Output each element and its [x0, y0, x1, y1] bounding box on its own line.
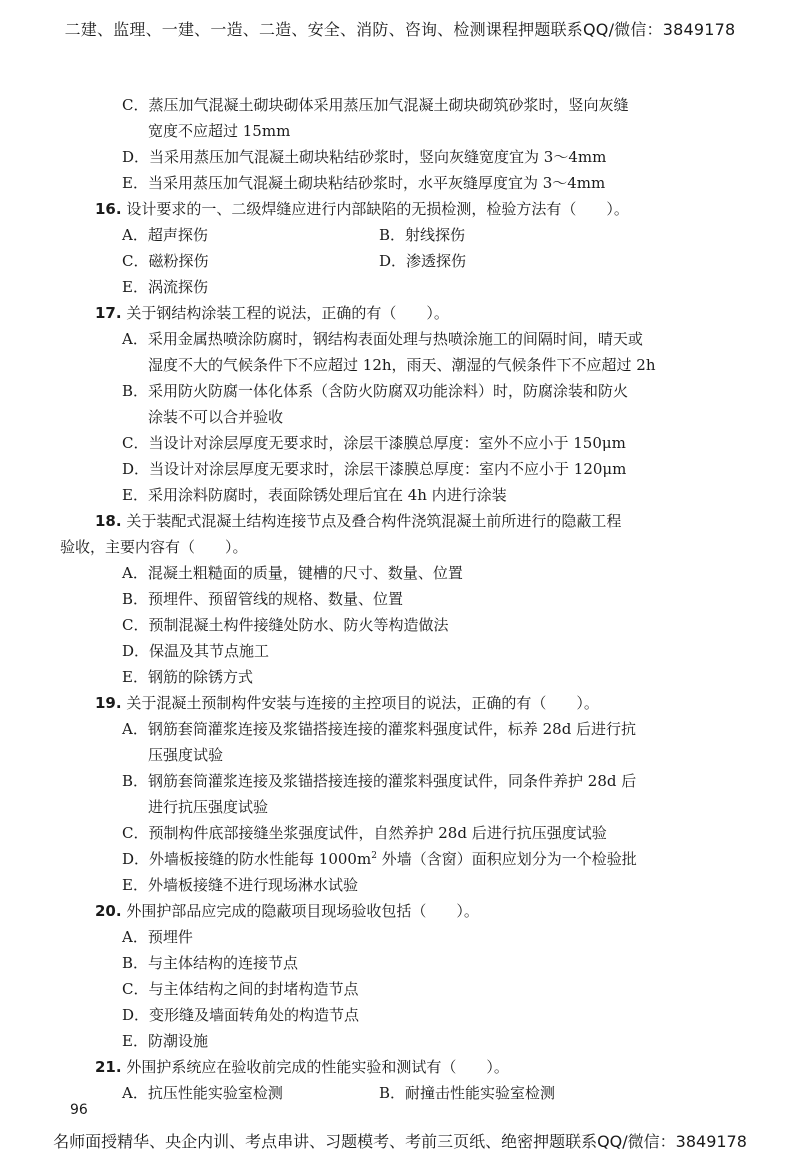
q19-option-d [0, 846, 800, 872]
question-16-stem: 设计要求的一、二级焊缝应进行内部缺陷的无损检测，检验方法有（ ）。 [126, 200, 629, 218]
question-20 [0, 898, 800, 924]
q16-option-c: C．磁粉探伤 [122, 252, 209, 270]
question-20-number: 20. [95, 902, 122, 920]
question-17-stem: 关于钢结构涂装工程的说法，正确的有（ ）。 [126, 304, 449, 322]
q19-option-d-text-start: D．外墙板接缝的防水性能每 1000m [122, 850, 372, 868]
q16-option-b: B．射线探伤 [379, 226, 466, 244]
question-18 [0, 508, 800, 534]
q17-option-a-line2: 湿度不大的气候条件下不应超过 12h，雨天、潮湿的气候条件下不应超过 2h [148, 356, 656, 374]
q16-option-d: D．渗透探伤 [379, 252, 467, 270]
question-18-number: 18. [95, 512, 122, 530]
page-number: 96 [70, 1102, 88, 1118]
q20-option-d: D．变形缝及墙面转角处的构造节点 [122, 1006, 360, 1024]
question-20-stem: 外围护部品应完成的隐蔽项目现场验收包括（ ）。 [126, 902, 479, 920]
q21-option-a: A．抗压性能实验室检测 [122, 1084, 283, 1102]
q19-option-a-line1: A．钢筋套筒灌浆连接及浆锚搭接连接的灌浆料强度试件，标养 28d 后进行抗 [122, 720, 637, 738]
q18-option-e: E．钢筋的除锈方式 [122, 668, 253, 686]
question-17 [0, 300, 800, 326]
question-18-stem-line1: 关于装配式混凝土结构连接节点及叠合构件浇筑混凝土前所进行的隐蔽工程 [126, 512, 622, 530]
q16-option-row-1 [0, 222, 800, 248]
q16-option-a: A．超声探伤 [122, 226, 208, 244]
q19-option-a-line2: 压强度试验 [148, 746, 224, 764]
q18-option-d: D．保温及其节点施工 [122, 642, 270, 660]
q16-option-e: E．涡流探伤 [122, 278, 208, 296]
q19-option-b-line2: 进行抗压强度试验 [148, 798, 269, 816]
question-18-stem-line2: 验收，主要内容有（ ）。 [60, 538, 248, 556]
question-21 [0, 1054, 800, 1080]
q18-option-a: A．混凝土粗糙面的质量，键槽的尺寸、数量、位置 [122, 564, 463, 582]
q17-option-a-line1: A．采用金属热喷涂防腐时，钢结构表面处理与热喷涂施工的间隔时间，晴天或 [122, 330, 643, 348]
q18-option-b: B．预埋件、预留管线的规格、数量、位置 [122, 590, 404, 608]
q17-option-e: E．采用涂料防腐时，表面除锈处理后宜在 4h 内进行涂装 [122, 486, 507, 504]
q19-option-d-text-end: 外墙（含窗）面积应划分为一个检验批 [376, 850, 637, 868]
q19-option-d-superscript: 2 [371, 851, 377, 861]
q19-option-c: C．预制构件底部接缝坐浆强度试件，自然养护 28d 后进行抗压强度试验 [122, 824, 607, 842]
question-19-number: 19. [95, 694, 122, 712]
q19-option-b-line1: B．钢筋套筒灌浆连接及浆锚搭接连接的灌浆料强度试件，同条件养护 28d 后 [122, 772, 637, 790]
q21-option-row-1 [0, 1080, 800, 1106]
q21-option-b: B．耐撞击性能实验室检测 [379, 1084, 556, 1102]
prev-option-c-line1: C．蒸压加气混凝土砌块砌体采用蒸压加气混凝土砌块砌筑砂浆时，竖向灰缝 [122, 96, 629, 114]
q17-option-c: C．当设计对涂层厚度无要求时，涂层干漆膜总厚度：室外不应小于 150μm [122, 434, 626, 452]
question-19 [0, 690, 800, 716]
question-21-stem: 外围护系统应在验收前完成的性能实验和测试有（ ）。 [126, 1058, 509, 1076]
q20-option-a: A．预埋件 [122, 928, 193, 946]
page-footer: 名师面授精华、央企内训、考点串讲、习题模考、考前三页纸、绝密押题联系QQ/微信：3849178 [53, 1132, 747, 1151]
page-content [0, 92, 800, 1106]
q20-option-b: B．与主体结构的连接节点 [122, 954, 299, 972]
q20-option-e: E．防潮设施 [122, 1032, 208, 1050]
prev-option-e: E．当采用蒸压加气混凝土砌块粘结砂浆时，水平灰缝厚度宜为 3～4mm [122, 174, 606, 192]
question-21-number: 21. [95, 1058, 122, 1076]
q18-option-c: C．预制混凝土构件接缝处防水、防火等构造做法 [122, 616, 449, 634]
q17-option-b-line2: 涂装不可以合并验收 [148, 408, 284, 426]
q17-option-d: D．当设计对涂层厚度无要求时，涂层干漆膜总厚度：室内不应小于 120μm [122, 460, 627, 478]
q17-option-b-line1: B．采用防火防腐一体化体系（含防火防腐双功能涂料）时，防腐涂装和防火 [122, 382, 629, 400]
prev-option-c-line2: 宽度不应超过 15mm [148, 122, 291, 140]
q20-option-c: C．与主体结构之间的封堵构造节点 [122, 980, 359, 998]
q19-option-e: E．外墙板接缝不进行现场淋水试验 [122, 876, 358, 894]
question-16-number: 16. [95, 200, 122, 218]
page-header: 二建、监理、一建、一造、二造、安全、消防、咨询、检测课程押题联系QQ/微信：3849178 [64, 20, 736, 39]
question-16 [0, 196, 800, 222]
q16-option-row-2 [0, 248, 800, 274]
question-17-number: 17. [95, 304, 122, 322]
prev-option-d: D．当采用蒸压加气混凝土砌块粘结砂浆时，竖向灰缝宽度宜为 3～4mm [122, 148, 607, 166]
question-19-stem: 关于混凝土预制构件安装与连接的主控项目的说法，正确的有（ ）。 [126, 694, 599, 712]
